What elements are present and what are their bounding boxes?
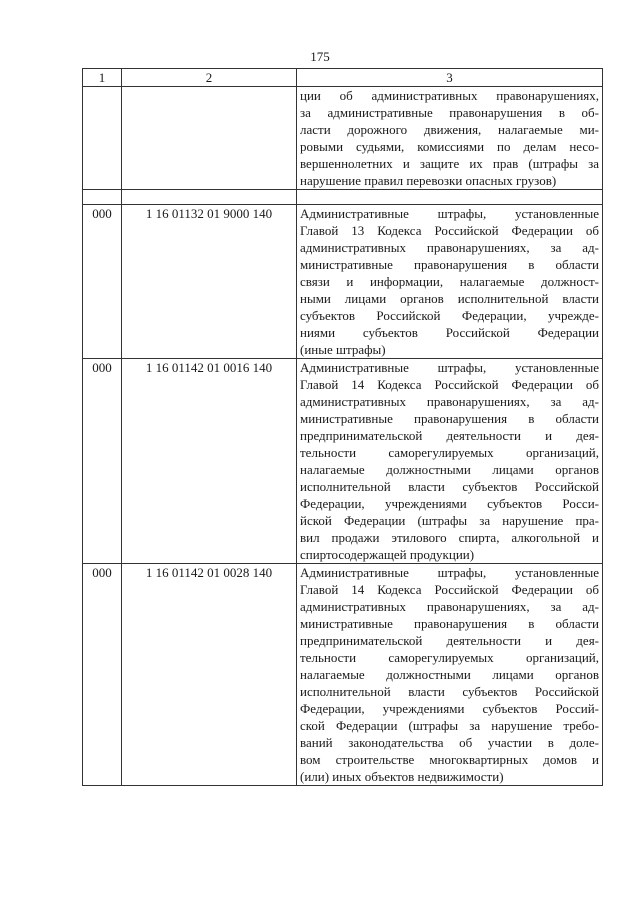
description-line: Главой 14 Кодекса Российской Федерации об — [300, 582, 599, 597]
description-line: тельности саморегулируемых организаций, — [300, 650, 599, 665]
description-line: предпринимательской деятельности и дея- — [300, 428, 599, 443]
spacer-cell — [297, 190, 603, 205]
description-line: административных правонарушениях, за ад- — [300, 394, 599, 409]
header-col-2: 2 — [122, 69, 297, 87]
description-line: министративные правонарушения в области — [300, 616, 599, 631]
description-line: исполнительной власти субъектов Российской — [300, 684, 599, 699]
description-cell — [297, 359, 603, 564]
admin-code-cell: 000 — [83, 205, 122, 359]
description-line: нарушение правил перевозки опасных грузов) — [300, 173, 557, 188]
description-line: (иные штрафы) — [300, 342, 386, 357]
continuation-row — [83, 87, 603, 190]
description-line: (или) иных объектов недвижимости) — [300, 769, 504, 784]
admin-code-cell — [83, 87, 122, 190]
description-line: Главой 14 Кодекса Российской Федерации об — [300, 377, 599, 392]
description-line: вершеннолетних и защите их прав (штрафы за — [300, 156, 599, 171]
budget-codes-table — [82, 68, 603, 786]
table-row — [83, 205, 603, 359]
description-line: Федерации, учреждениями субъектов Россий- — [300, 701, 599, 716]
header-col-1: 1 — [83, 69, 122, 87]
description-cell — [297, 205, 603, 359]
description-line: исполнительной власти субъектов Российской — [300, 479, 599, 494]
kbk-code-cell — [122, 87, 297, 190]
table-row — [83, 564, 603, 786]
admin-code-cell: 000 — [83, 564, 122, 786]
description-line: ской Федерации (штрафы за нарушение требо- — [300, 718, 599, 733]
description-line: министративные правонарушения в области — [300, 411, 599, 426]
description-line: спиртосодержащей продукции) — [300, 547, 475, 562]
description-line: Главой 13 Кодекса Российской Федерации об — [300, 223, 599, 238]
description-cell — [297, 87, 603, 190]
description-line: административных правонарушениях, за ад- — [300, 240, 599, 255]
table-header-row — [83, 69, 603, 87]
page-number: 175 — [310, 49, 330, 64]
table-row — [83, 359, 603, 564]
kbk-code-cell: 1 16 01132 01 9000 140 — [122, 205, 297, 359]
kbk-code-cell: 1 16 01142 01 0028 140 — [122, 564, 297, 786]
description-line: ласти дорожного движения, налагаемые ми- — [300, 122, 599, 137]
description-line: министративные правонарушения в области — [300, 257, 599, 272]
description-line: тельности саморегулируемых организаций, — [300, 445, 599, 460]
description-line: вом строительстве многоквартирных домов и — [300, 752, 599, 767]
description-line: субъектов Российской Федерации, учрежде- — [300, 308, 599, 323]
description-line: ниями субъектов Российской Федерации — [300, 325, 599, 340]
kbk-code-cell: 1 16 01142 01 0016 140 — [122, 359, 297, 564]
description-line: Административные штрафы, установленные — [300, 360, 599, 375]
description-line: Федерации, учреждениями субъектов Росси- — [300, 496, 599, 511]
description-cell — [297, 564, 603, 786]
description-line: йской Федерации (штрафы за нарушение пра- — [300, 513, 599, 528]
description-line: административных правонарушениях, за ад- — [300, 599, 599, 614]
header-col-3: 3 — [297, 69, 603, 87]
description-line: Административные штрафы, установленные — [300, 565, 599, 580]
description-line: за административные правонарушения в об- — [300, 105, 599, 120]
description-line: налагаемые должностными лицами органов — [300, 462, 599, 477]
spacer-cell — [83, 190, 122, 205]
description-line: ции об административных правонарушениях, — [300, 88, 599, 103]
description-line: ровыми судьями, комиссиями по делам несо- — [300, 139, 599, 154]
description-line: Административные штрафы, установленные — [300, 206, 599, 221]
spacer-cell — [122, 190, 297, 205]
description-line: ваний законодательства об участии в доле- — [300, 735, 599, 750]
description-line: налагаемые должностными лицами органов — [300, 667, 599, 682]
description-line: ными лицами органов исполнительной власти — [300, 291, 599, 306]
description-line: предпринимательской деятельности и дея- — [300, 633, 599, 648]
spacer-row — [83, 190, 603, 205]
description-line: связи и информации, налагаемые должност- — [300, 274, 599, 289]
admin-code-cell: 000 — [83, 359, 122, 564]
description-line: вил продажи этилового спирта, алкогольной и — [300, 530, 599, 545]
